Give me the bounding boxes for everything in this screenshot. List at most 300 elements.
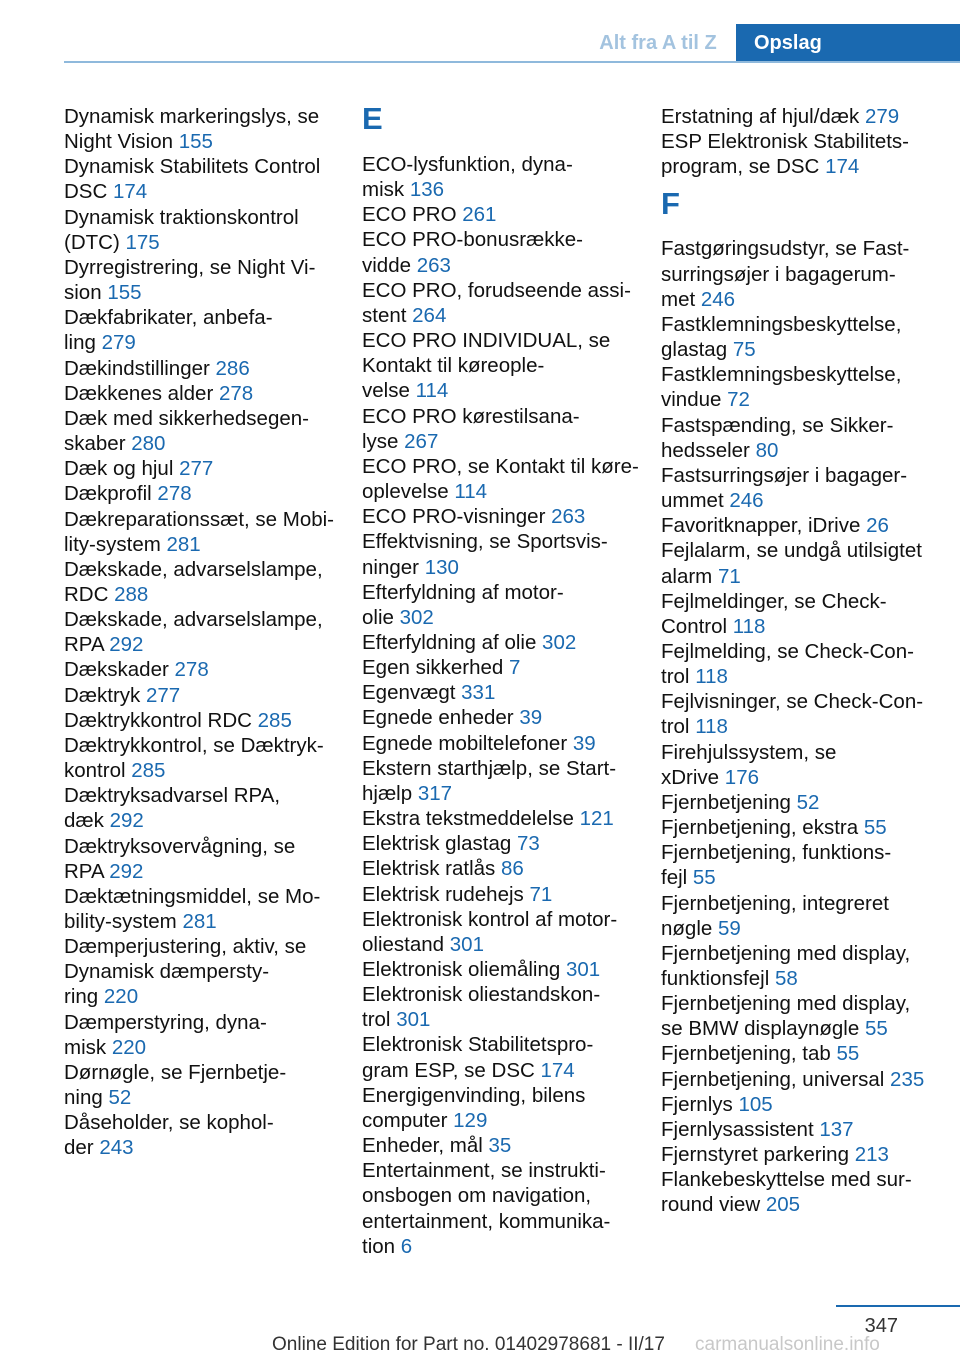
index-entry-text [661, 387, 941, 412]
index-entry-label: Egnede enheder [362, 706, 520, 730]
index-entry-label: Efterfyldning af olie [362, 630, 543, 654]
index-entry-text: Dåseholder, se kophol- [64, 1111, 274, 1135]
index-entry [64, 205, 344, 255]
index-entry-text [64, 909, 344, 934]
index-entry-label: ling [64, 331, 102, 355]
page-reference-link[interactable]: 59 [717, 916, 741, 940]
page-reference-link[interactable]: 263 [551, 505, 586, 529]
header-tab-opslag[interactable]: Opslag [736, 24, 960, 62]
page-reference-link[interactable]: 105 [738, 1092, 773, 1116]
index-entry-text: Dækreparationssæt, se Mobi- [64, 507, 335, 531]
index-entry-label: ning [64, 1086, 109, 1110]
index-entry-label: RPA [64, 859, 110, 883]
page-reference-link[interactable]: 174 [825, 155, 860, 179]
index-entry-text [64, 984, 344, 1009]
index-entry-label: ECO PRO [362, 203, 463, 227]
index-entry-text [661, 815, 941, 840]
page-reference-link[interactable]: 176 [724, 765, 760, 789]
index-entry-text [64, 481, 344, 506]
index-entry-label: Favoritknapper, iDrive [661, 514, 867, 538]
index-column-3 [661, 104, 941, 1218]
header-section-title: Alt fra A til Z [599, 32, 717, 54]
index-entry [64, 1110, 344, 1160]
index-entry-text [64, 230, 344, 255]
page-reference-link[interactable]: 292 [109, 633, 144, 657]
page-reference-link[interactable]: 73 [516, 832, 540, 856]
page-reference-link[interactable]: 302 [542, 630, 577, 654]
index-entry-text: onsbogen om navigation, [362, 1184, 592, 1208]
index-entry-text [64, 1085, 344, 1110]
index-entry-text: Fjernbetjening, integreret [661, 891, 889, 915]
page-reference-link[interactable]: 118 [695, 665, 728, 689]
page-reference-link[interactable]: 80 [755, 438, 779, 462]
index-entry-text [661, 1016, 941, 1041]
index-entry-text: Fastspænding, se Sikker- [661, 413, 894, 437]
index-entry-text [661, 154, 941, 179]
footer-edition: Online Edition for Part no. 01402978681 - II/17 [272, 1334, 665, 1355]
index-entry-text [64, 758, 344, 783]
index-entry [661, 740, 941, 790]
index-entry-text: Effektvisning, se Sportsvis- [362, 530, 608, 554]
page-reference-link[interactable]: 264 [412, 303, 447, 327]
index-entry-label: Egnede mobiltelefoner [362, 731, 573, 755]
index-entry-label: vidde [362, 253, 417, 277]
index-entry-text [64, 381, 344, 406]
index-entry [362, 278, 642, 328]
index-entry-text: Fejlalarm, se undgå utilsigtet [661, 539, 922, 563]
index-entry [64, 154, 344, 204]
page-reference-link[interactable]: 220 [111, 1035, 147, 1059]
index-entry [661, 513, 941, 538]
page-reference-link[interactable]: 52 [796, 790, 820, 814]
index-entry-text [64, 808, 344, 833]
index-entry [661, 639, 941, 689]
index-entry-text [362, 378, 642, 403]
page-reference-link[interactable]: 301 [396, 1008, 431, 1032]
index-entry [64, 708, 344, 733]
index-entry-text [362, 680, 642, 705]
index-entry-text: Elektronisk oliestandskon- [362, 983, 601, 1007]
index-entry [661, 312, 941, 362]
index-entry-text: Ekstern starthjælp, se Start- [362, 756, 617, 780]
index-entry [64, 507, 344, 557]
index-entry-label: funktionsfejl [661, 967, 775, 990]
page-reference-link[interactable]: 137 [819, 1117, 854, 1141]
page-reference-link[interactable]: 118 [695, 715, 728, 739]
index-entry [661, 891, 941, 941]
page-reference-link[interactable]: 155 [178, 130, 213, 154]
index-entry [661, 1117, 941, 1142]
index-entry [64, 834, 344, 884]
index-entry [64, 733, 344, 783]
page-reference-link[interactable]: 114 [415, 379, 449, 403]
index-entry [64, 657, 344, 682]
index-entry-text [362, 177, 642, 202]
index-entry-text [362, 253, 642, 278]
index-entry-text: Fejlmeldinger, se Check- [661, 589, 887, 613]
index-entry [362, 731, 642, 756]
page-reference-link[interactable]: 288 [114, 582, 149, 606]
index-entry [64, 456, 344, 481]
index-entry [362, 655, 642, 680]
page-reference-link[interactable]: 277 [146, 683, 181, 707]
page-reference-link[interactable]: 155 [107, 281, 142, 305]
index-entry-label: nøgle [661, 916, 718, 940]
index-entry [64, 884, 344, 934]
page-reference-link[interactable]: 86 [500, 857, 524, 881]
index-entry-label: Fjernbetjening [661, 790, 797, 814]
index-entry-text: Dæktrykkontrol, se Dæktryk- [64, 733, 324, 757]
index-entry-text: Firehjulssystem, se [661, 740, 837, 764]
page-reference-link[interactable]: 72 [727, 388, 750, 412]
page-reference-link[interactable]: 7 [509, 656, 521, 680]
index-entry-text: Dæktryksadvarsel RPA, [64, 784, 281, 808]
index-entry [661, 941, 941, 991]
index-entry-text [362, 1108, 642, 1133]
footer-rule [836, 1305, 960, 1307]
index-entry-label: Dækindstillinger [64, 356, 216, 380]
index-entry-text: Flankebeskyttelse med sur- [661, 1168, 912, 1192]
page-reference-link[interactable]: 58 [774, 967, 798, 990]
index-entry-label: met [661, 287, 701, 311]
index-entry-label: Fjernbetjening, universal [661, 1067, 891, 1091]
page-reference-link[interactable]: 55 [836, 1042, 860, 1066]
page-reference-link[interactable]: 246 [729, 489, 764, 513]
index-entry-label: trol [661, 715, 696, 739]
index-entry-text: Fastsurringsøjer i bagager- [661, 463, 908, 487]
index-entry [64, 557, 344, 607]
index-entry-label: Night Vision [64, 130, 179, 154]
index-entry [64, 406, 344, 456]
index-entry-text [362, 479, 642, 504]
page-reference-link[interactable]: 279 [101, 331, 136, 355]
index-entry [362, 680, 642, 705]
index-entry-text: ESP Elektronisk Stabilitets- [661, 130, 910, 154]
page-reference-link[interactable]: 302 [399, 605, 434, 629]
index-entry [661, 815, 941, 840]
index-entry-label: misk [362, 178, 410, 202]
index-entry-text [661, 714, 941, 739]
index-entry-label: stent [362, 303, 413, 327]
index-entry-text [661, 1192, 941, 1217]
index-entry-text [64, 632, 344, 657]
index-entry-text: Dækfabrikater, anbefa- [64, 306, 273, 330]
index-entry-text: Efterfyldning af motor- [362, 580, 564, 604]
index-entry-text: Dyrregistrering, se Night Vi- [64, 255, 316, 279]
page-reference-link[interactable]: 35 [488, 1134, 512, 1158]
index-entry-label: glastag [661, 338, 733, 362]
index-entry-text: Fejlmelding, se Check-Con- [661, 639, 914, 663]
page-reference-link[interactable]: 220 [103, 985, 139, 1009]
index-entry-text [362, 1133, 642, 1158]
index-entry-label: dæk [64, 809, 110, 833]
index-entry-text [64, 129, 344, 154]
index-entry-text [64, 356, 344, 381]
index-entry-text: Dæk med sikkerhedsegen- [64, 406, 309, 430]
index-entry [64, 1060, 344, 1110]
page-reference-link[interactable]: 136 [409, 178, 445, 202]
page-reference-link[interactable]: 285 [131, 759, 166, 783]
page-reference-link[interactable]: 26 [866, 514, 889, 538]
index-entry-text [362, 504, 642, 529]
index-entry-text [661, 614, 941, 639]
index-entry-label: alarm [661, 564, 718, 588]
page-number: 347 [864, 1315, 898, 1337]
index-entry-text [362, 731, 642, 756]
page-reference-link[interactable]: 281 [166, 532, 201, 556]
index-entry [661, 1142, 941, 1167]
index-entry [362, 907, 642, 957]
index-entry-label: oplevelse [362, 480, 455, 504]
page-reference-link[interactable]: 118 [732, 614, 766, 638]
index-entry-label: Ekstra tekstmeddelelse [362, 807, 580, 831]
index-entry [362, 529, 642, 579]
index-entry [362, 580, 642, 630]
index-entry [661, 129, 941, 179]
index-entry [661, 790, 941, 815]
index-entry-text [661, 966, 941, 991]
page-reference-link[interactable]: 243 [99, 1136, 134, 1160]
index-entry [661, 463, 941, 513]
index-entry [362, 856, 642, 881]
index-entry [661, 589, 941, 639]
index-entry-label: Dækskader [64, 658, 175, 682]
index-entry-text [64, 280, 344, 305]
index-entry-label: Fjernbetjening, ekstra [661, 816, 864, 840]
index-entry-text: ECO PRO-bonusrække- [362, 228, 584, 252]
index-entry-text [661, 104, 941, 129]
index-entry-label: RDC [64, 582, 115, 606]
index-entry-label: lity-system [64, 532, 167, 556]
index-entry-label: Egen sikkerhed [362, 656, 510, 680]
index-entry-label: gram ESP, se DSC [362, 1058, 541, 1082]
index-letter-heading: E [362, 101, 383, 136]
index-entry-label: Dæktryk [64, 683, 146, 707]
index-entry-text [64, 431, 344, 456]
index-entry [64, 783, 344, 833]
page-reference-link[interactable]: 175 [125, 230, 160, 254]
page-reference-link[interactable]: 129 [453, 1108, 488, 1132]
index-entry-label: Control [661, 614, 733, 638]
page-reference-link[interactable]: 174 [112, 180, 148, 204]
page-reference-link[interactable]: 317 [417, 781, 453, 805]
index-entry-label: Elektrisk rudehejs [362, 882, 530, 906]
page-reference-link[interactable]: 278 [218, 381, 254, 405]
index-entry-text [362, 1234, 642, 1259]
index-entry-text [64, 1035, 344, 1060]
index-entry-label: Dækkenes alder [64, 381, 219, 405]
index-entry-text [362, 202, 642, 227]
page-reference-link[interactable]: 55 [864, 1017, 888, 1041]
index-entry-label: round view [661, 1193, 766, 1217]
index-entry-label: vindue [661, 388, 728, 412]
index-entry-label: misk [64, 1035, 112, 1059]
page-reference-link[interactable]: 75 [732, 338, 756, 362]
index-entry-text [661, 1117, 941, 1142]
page-reference-link[interactable]: 281 [182, 910, 217, 933]
index-entry-text: Fjernbetjening med display, [661, 992, 911, 1016]
index-entry-text [362, 655, 642, 680]
index-column-2 [362, 101, 642, 1259]
page-reference-link[interactable]: 331 [461, 681, 496, 705]
header-rule [64, 61, 960, 63]
index-entry [362, 831, 642, 856]
index-entry-label: bility-system [64, 910, 183, 933]
index-entry [362, 630, 642, 655]
index-entry [362, 1133, 642, 1158]
index-entry-label: DSC [64, 180, 113, 204]
index-entry-text [64, 330, 344, 355]
index-entry-label: ninger [362, 555, 425, 579]
index-entry-text: Dæmperjustering, aktiv, se [64, 935, 307, 959]
page-reference-link[interactable]: 285 [257, 708, 292, 732]
index-entry [64, 255, 344, 305]
index-entry-label: Elektronisk oliemåling [362, 958, 566, 981]
index-entry [661, 1092, 941, 1117]
index-entry [661, 840, 941, 890]
index-entry-text [661, 1067, 941, 1092]
index-entry-label: Fjernlys [661, 1092, 739, 1116]
index-entry-text: Fejlvisninger, se Check-Con- [661, 690, 924, 714]
page-reference-link[interactable]: 235 [890, 1067, 925, 1091]
page-reference-link[interactable]: 71 [529, 882, 553, 906]
index-entry-text: Dæmperstyring, dyna- [64, 1010, 267, 1034]
index-entry-text [362, 957, 642, 982]
index-entry-text [64, 456, 344, 481]
index-column-1 [64, 104, 344, 1161]
page-reference-link[interactable]: 292 [109, 809, 144, 833]
page-reference-link[interactable]: 277 [179, 457, 214, 481]
index-entry-text [661, 438, 941, 463]
page-reference-link[interactable]: 174 [540, 1058, 575, 1082]
index-entry-text [362, 831, 642, 856]
index-entry-text [661, 1142, 941, 1167]
index-entry-text [661, 1092, 941, 1117]
index-entry-text: Dynamisk traktionskontrol [64, 205, 299, 229]
page-reference-link[interactable]: 205 [765, 1193, 801, 1217]
index-entry [362, 454, 642, 504]
index-entry-text [362, 555, 642, 580]
index-entry-label: lyse [362, 429, 405, 453]
index-entry-text: Dynamisk Stabilitets Control [64, 155, 321, 179]
index-entry-label: Erstatning af hjul/dæk [661, 105, 865, 128]
index-entry-text [362, 932, 642, 957]
index-entry-label: program, se DSC [661, 155, 826, 179]
index-entry-label: oliestand [362, 932, 450, 956]
page-reference-link[interactable]: 39 [519, 706, 543, 730]
index-entry [661, 538, 941, 588]
index-entry-text: Elektronisk Stabilitetspro- [362, 1033, 594, 1057]
index-entry-label: der [64, 1136, 100, 1160]
index-entry-label: skaber [64, 432, 132, 456]
page-reference-link[interactable]: 39 [572, 731, 596, 755]
page-reference-link[interactable]: 278 [174, 658, 209, 682]
page-reference-link[interactable]: 267 [404, 429, 439, 453]
page-reference-link[interactable]: 130 [424, 555, 459, 579]
index-entry-text [362, 1007, 642, 1032]
page-reference-link[interactable]: 280 [131, 432, 166, 456]
index-entry [362, 982, 642, 1032]
index-entry-label: xDrive [661, 765, 725, 789]
index-entry-text [64, 532, 344, 557]
index-entry-text: ECO PRO INDIVIDUAL, se [362, 329, 611, 353]
page-reference-link[interactable]: 301 [449, 932, 484, 956]
page-reference-link[interactable]: 55 [692, 866, 716, 890]
index-entry-text: ECO PRO, se Kontakt til køre- [362, 454, 639, 478]
index-entry-text [661, 337, 941, 362]
index-entry [362, 806, 642, 831]
index-entry-text: Fastklemningsbeskyttelse, [661, 312, 902, 336]
index-entry-text [362, 303, 642, 328]
index-entry-label: ring [64, 985, 104, 1009]
page-reference-link[interactable]: 6 [400, 1234, 413, 1258]
index-entry [64, 607, 344, 657]
page-reference-link[interactable]: 121 [579, 807, 614, 831]
index-entry-label: se BMW displaynøgle [661, 1017, 865, 1041]
index-entry-text [661, 564, 941, 589]
index-entry [661, 104, 941, 129]
page-reference-link[interactable]: 246 [700, 287, 736, 311]
index-entry [64, 683, 344, 708]
page-reference-link[interactable]: 71 [717, 564, 741, 588]
index-entry-text [661, 790, 941, 815]
index-entry-text [362, 806, 642, 831]
page-reference-link[interactable]: 278 [157, 482, 192, 506]
index-entry-text [64, 582, 344, 607]
index-letter-heading: F [661, 186, 680, 222]
index-entry [64, 1010, 344, 1060]
index-entry-text: Dækskade, advarselslampe, [64, 608, 323, 632]
index-entry-text [661, 287, 941, 312]
index-entry-label: fejl [661, 866, 693, 890]
index-entry-label: tion [362, 1234, 401, 1258]
index-entry-label: Egenvægt [362, 681, 462, 705]
index-entry [362, 1032, 642, 1082]
page-reference-link[interactable]: 261 [462, 203, 497, 227]
index-entry [64, 356, 344, 381]
index-entry-text: Elektronisk kontrol af motor- [362, 907, 618, 931]
index-entry-text: Dørnøgle, se Fjernbetje- [64, 1060, 287, 1084]
index-entry-label: Elektrisk glastag [362, 832, 517, 856]
index-entry [661, 413, 941, 463]
index-entry-label: olie [362, 605, 400, 629]
page-reference-link[interactable]: 213 [854, 1143, 889, 1167]
index-entry-text: Kontakt til køreople- [362, 354, 545, 378]
page-reference-link[interactable]: 286 [215, 356, 250, 380]
index-entry-text: Dækskade, advarselslampe, [64, 557, 323, 581]
index-entry-text [661, 865, 941, 890]
index-entry-label: Dæk og hjul [64, 457, 180, 481]
index-entry [362, 882, 642, 907]
index-entry [362, 1158, 642, 1259]
page-reference-link[interactable]: 114 [454, 480, 487, 504]
index-entry-text: entertainment, kommunika- [362, 1209, 611, 1233]
page-reference-link[interactable]: 55 [863, 816, 887, 840]
page-reference-link[interactable]: 52 [108, 1086, 132, 1110]
page-reference-link[interactable]: 263 [416, 253, 451, 277]
index-entry-label: trol [661, 665, 696, 689]
index-entry [661, 236, 941, 311]
page-reference-link[interactable]: 292 [109, 859, 144, 883]
index-entry-text [362, 429, 642, 454]
index-entry-text: Fjernbetjening, funktions- [661, 841, 892, 865]
index-entry-text: ECO PRO kørestilsana- [362, 404, 580, 428]
index-entry [362, 705, 642, 730]
index-entry [64, 381, 344, 406]
page-reference-link[interactable]: 279 [864, 105, 900, 128]
index-entry-text [362, 630, 642, 655]
page-reference-link[interactable]: 301 [565, 958, 601, 981]
